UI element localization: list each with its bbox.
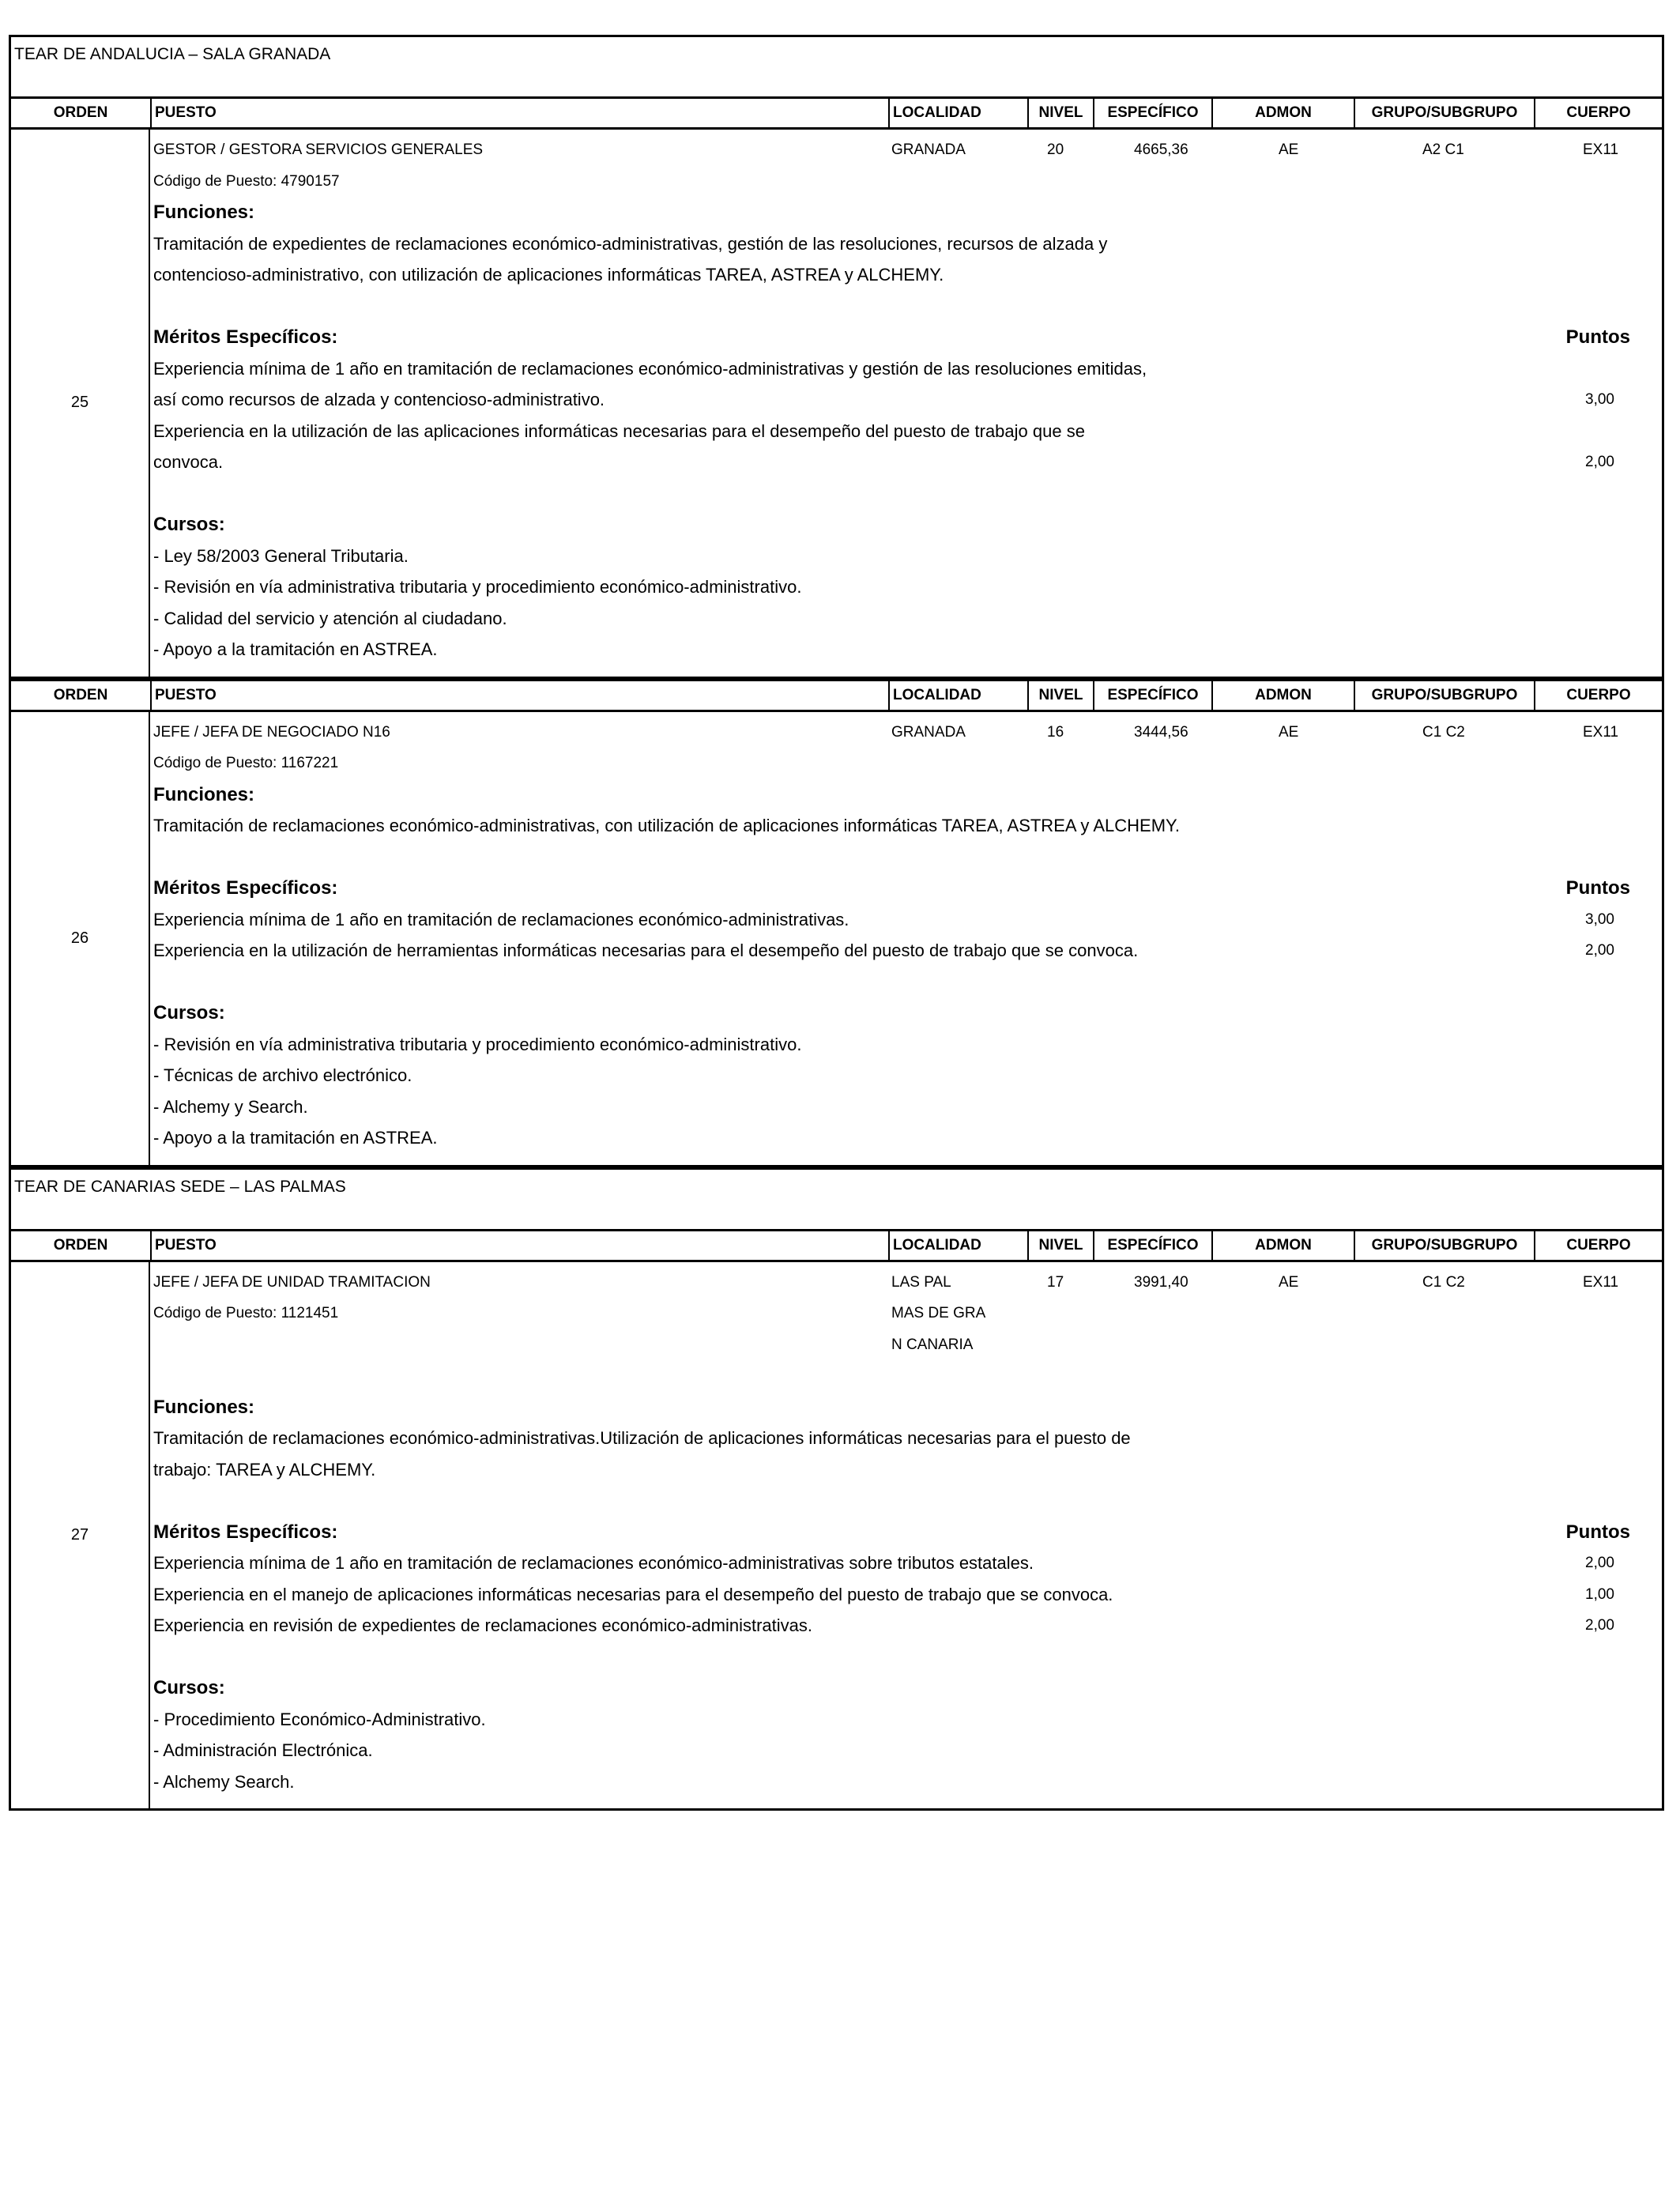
funciones-text: trabajo: TAREA y ALCHEMY.	[153, 1459, 376, 1480]
puntos-label: Puntos	[1565, 1521, 1630, 1543]
merito-item	[153, 904, 1662, 936]
localidad-value: GRANADA	[891, 723, 966, 741]
header-cuerpo: CUERPO	[1534, 681, 1662, 710]
merito-item	[153, 384, 1662, 416]
spacer	[153, 1642, 1662, 1673]
header-cuerpo: CUERPO	[1534, 1231, 1662, 1260]
merito-item	[153, 1547, 1662, 1579]
header-especifico: ESPECÍFICO	[1093, 1231, 1211, 1260]
puesto-name: JEFE / JEFA DE NEGOCIADO N16	[153, 723, 390, 741]
record-info-row	[153, 717, 1662, 748]
record-body	[150, 1262, 1662, 1809]
meritos-label: Méritos Específicos:	[153, 326, 338, 348]
header-nivel: NIVEL	[1027, 1231, 1093, 1260]
merito-text: Experiencia mínima de 1 año en tramitación de reclamaciones económico-administrativas.	[153, 909, 849, 929]
spacer	[153, 1485, 1662, 1517]
merito-points: 1,00	[1585, 1585, 1614, 1603]
nivel-value: 16	[1047, 723, 1064, 741]
job-record	[9, 1262, 1664, 1811]
job-record	[9, 712, 1664, 1167]
funciones-text: Tramitación de expedientes de reclamaciones económico-administrativas, gestión de las resoluciones, recursos de alzada y	[153, 233, 1108, 254]
merito-points: 2,00	[1585, 454, 1614, 470]
puntos-label: Puntos	[1565, 326, 1630, 348]
localidad-value: N CANARIA	[891, 1336, 974, 1353]
curso-item: - Calidad del servicio y atención al ciudadano.	[153, 608, 507, 628]
meritos-heading	[153, 322, 1662, 353]
cuerpo-value: EX11	[1583, 141, 1619, 158]
codigo-puesto: Código de Puesto: 1121451	[153, 1305, 339, 1321]
section-title: TEAR DE CANARIAS SEDE – LAS PALMAS	[9, 1167, 1664, 1229]
funciones-text: contencioso-administrativo, con utilización de aplicaciones informáticas TAREA, ASTREA y ALCHEMY.	[153, 265, 944, 285]
header-localidad: LOCALIDAD	[888, 99, 1027, 127]
orden-number: 25	[11, 130, 150, 677]
merito-text: Experiencia mínima de 1 año en tramitación de reclamaciones económico-administrativas y gestión de las resoluciones emitidas,	[153, 358, 1147, 379]
especifico-value: 4665,36	[1134, 141, 1188, 158]
merito-points: 2,00	[1585, 1555, 1614, 1571]
section-title: TEAR DE ANDALUCIA – SALA GRANADA	[9, 35, 1664, 96]
cuerpo-value: EX11	[1583, 1273, 1619, 1291]
header-puesto: PUESTO	[150, 99, 888, 127]
cuerpo-value: EX11	[1583, 723, 1619, 741]
header-grupo: GRUPO/SUBGRUPO	[1354, 681, 1534, 710]
meritos-heading	[153, 873, 1662, 904]
spacer	[153, 967, 1662, 998]
meritos-label: Méritos Específicos:	[153, 1521, 338, 1543]
header-nivel: NIVEL	[1027, 99, 1093, 127]
merito-item	[153, 935, 1662, 967]
merito-item	[153, 353, 1662, 385]
funciones-heading: Funciones:	[153, 783, 255, 805]
record-info-row	[153, 166, 1662, 198]
funciones-heading: Funciones:	[153, 202, 255, 223]
header-localidad: LOCALIDAD	[888, 681, 1027, 710]
header-admon: ADMON	[1211, 681, 1354, 710]
spacer	[153, 291, 1662, 322]
localidad-value: MAS DE GRA	[891, 1305, 986, 1321]
funciones-text: Tramitación de reclamaciones económico-administrativas.Utilización de aplicaciones informáticas necesarias para el puesto de	[153, 1428, 1131, 1448]
curso-item: - Revisión en vía administrativa tributaria y procedimiento económico-administrativo.	[153, 1034, 802, 1054]
table-header	[9, 96, 1664, 130]
merito-text: Experiencia en la utilización de las aplicaciones informáticas necesarias para el desempeño del puesto de trabajo que se	[153, 420, 1085, 441]
curso-item: - Apoyo a la tramitación en ASTREA.	[153, 1128, 438, 1148]
header-puesto: PUESTO	[150, 681, 888, 710]
orden-number: 27	[11, 1262, 150, 1809]
grupo-value: A2 C1	[1422, 141, 1464, 158]
merito-item	[153, 1610, 1662, 1642]
record-body	[150, 712, 1662, 1165]
curso-item: - Alchemy Search.	[153, 1771, 295, 1792]
funciones-heading: Funciones:	[153, 1396, 255, 1418]
header-admon: ADMON	[1211, 99, 1354, 127]
header-nivel: NIVEL	[1027, 681, 1093, 710]
document	[9, 35, 1664, 1811]
header-cuerpo: CUERPO	[1534, 99, 1662, 127]
record-info-row	[153, 134, 1662, 166]
cursos-heading: Cursos:	[153, 1002, 225, 1023]
merito-text: así como recursos de alzada y contencioso-administrativo.	[153, 390, 605, 409]
header-orden: ORDEN	[53, 686, 108, 703]
curso-item: - Revisión en vía administrativa tributaria y procedimiento económico-administrativo.	[153, 577, 802, 597]
header-especifico: ESPECÍFICO	[1093, 681, 1211, 710]
funciones-text: Tramitación de reclamaciones económico-administrativas, con utilización de aplicaciones informáticas TAREA, ASTREA y ALCHEMY.	[153, 816, 1180, 835]
curso-item: - Ley 58/2003 General Tributaria.	[153, 545, 409, 566]
especifico-value: 3444,56	[1134, 723, 1188, 741]
header-grupo: GRUPO/SUBGRUPO	[1354, 1231, 1534, 1260]
curso-item: - Apoyo a la tramitación en ASTREA.	[153, 639, 438, 659]
codigo-puesto: Código de Puesto: 1167221	[153, 755, 339, 771]
record-info-row	[153, 1267, 1662, 1299]
curso-item: - Procedimiento Económico-Administrativo.	[153, 1709, 486, 1729]
spacer	[153, 1360, 1662, 1392]
admon-value: AE	[1279, 141, 1299, 158]
admon-value: AE	[1279, 723, 1299, 741]
merito-text: convoca.	[153, 452, 224, 472]
merito-text: Experiencia en el manejo de aplicaciones informáticas necesarias para el desempeño del puesto de trabajo que se convoca.	[153, 1584, 1113, 1604]
localidad-value: LAS PAL	[891, 1273, 951, 1291]
orden-number: 26	[11, 712, 150, 1165]
header-admon: ADMON	[1211, 1231, 1354, 1260]
codigo-puesto: Código de Puesto: 4790157	[153, 172, 340, 190]
header-especifico: ESPECÍFICO	[1093, 99, 1211, 127]
especifico-value: 3991,40	[1134, 1273, 1188, 1291]
merito-points: 3,00	[1585, 391, 1614, 408]
record-info-row	[153, 1298, 1662, 1329]
meritos-label: Méritos Específicos:	[153, 877, 338, 899]
merito-points: 2,00	[1585, 942, 1614, 959]
grupo-value: C1 C2	[1422, 723, 1465, 741]
merito-points: 3,00	[1585, 910, 1614, 928]
localidad-value: GRANADA	[891, 141, 966, 158]
merito-item	[153, 416, 1662, 447]
merito-points: 2,00	[1585, 1617, 1614, 1634]
record-info-row	[153, 1329, 1662, 1361]
header-orden: ORDEN	[53, 1236, 108, 1253]
nivel-value: 20	[1047, 141, 1064, 158]
record-body	[150, 130, 1662, 677]
puntos-label: Puntos	[1565, 877, 1630, 899]
curso-item: - Alchemy y Search.	[153, 1096, 308, 1117]
curso-item: - Administración Electrónica.	[153, 1740, 373, 1760]
table-header	[9, 679, 1664, 712]
header-puesto: PUESTO	[150, 1231, 888, 1260]
record-info-row	[153, 748, 1662, 779]
merito-item	[153, 447, 1662, 478]
merito-text: Experiencia en la utilización de herramientas informáticas necesarias para el desempeño del puesto de trabajo que se convoca.	[153, 941, 1139, 960]
header-orden: ORDEN	[53, 104, 108, 121]
meritos-heading	[153, 1517, 1662, 1548]
cursos-heading: Cursos:	[153, 1677, 225, 1698]
merito-item	[153, 1579, 1662, 1611]
header-localidad: LOCALIDAD	[888, 1231, 1027, 1260]
nivel-value: 17	[1047, 1273, 1064, 1291]
table-header	[9, 1229, 1664, 1262]
puesto-name: JEFE / JEFA DE UNIDAD TRAMITACION	[153, 1273, 431, 1291]
spacer	[153, 478, 1662, 510]
cursos-heading: Cursos:	[153, 514, 225, 535]
puesto-name: GESTOR / GESTORA SERVICIOS GENERALES	[153, 141, 484, 158]
merito-text: Experiencia en revisión de expedientes de reclamaciones económico-administrativas.	[153, 1615, 812, 1635]
curso-item: - Técnicas de archivo electrónico.	[153, 1065, 412, 1085]
grupo-value: C1 C2	[1422, 1273, 1465, 1291]
job-record	[9, 130, 1664, 679]
spacer	[153, 842, 1662, 873]
header-grupo: GRUPO/SUBGRUPO	[1354, 99, 1534, 127]
merito-text: Experiencia mínima de 1 año en tramitación de reclamaciones económico-administrativas sobre tributos estatales.	[153, 1553, 1034, 1573]
admon-value: AE	[1279, 1273, 1299, 1291]
